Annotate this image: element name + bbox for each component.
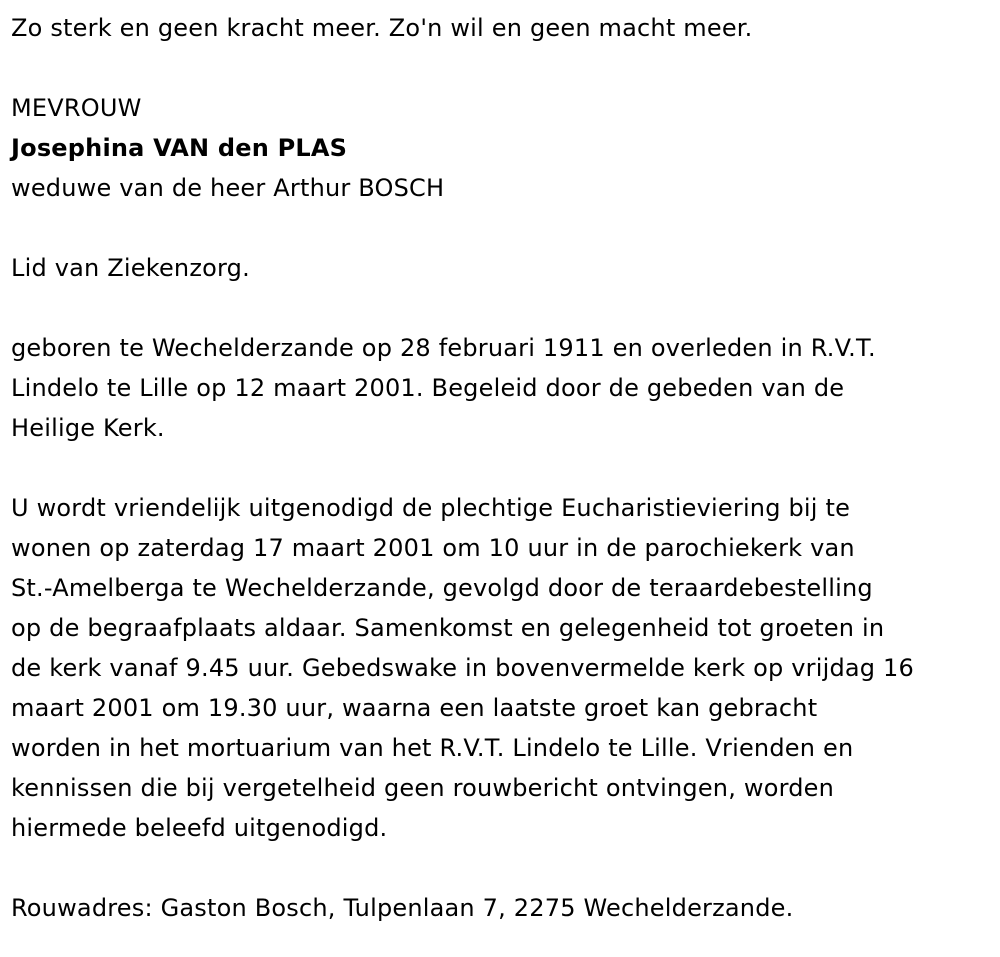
paragraph-line: maart 2001 om 19.30 uur, waarna een laatste groet kan gebracht — [11, 694, 818, 722]
paragraph-line: kennissen die bij vergetelheid geen rouwbericht ontvingen, worden — [11, 774, 835, 802]
paragraph-line: geboren te Wechelderzande op 28 februari 1911 en overleden in R.V.T. — [11, 334, 876, 362]
funeral-notice — [11, 8, 991, 928]
paragraph-line: op de begraafplaats aldaar. Samenkomst en gelegenheid tot groeten in — [11, 614, 885, 642]
spacer — [11, 208, 991, 248]
honorific-title: MEVROUW — [11, 94, 142, 122]
paragraph-line: U wordt vriendelijk uitgenodigd de plechtige Eucharistieviering bij te — [11, 494, 851, 522]
paragraph-line: hiermede beleefd uitgenodigd. — [11, 814, 388, 842]
paragraph-line: wonen op zaterdag 17 maart 2001 om 10 uur in de parochiekerk van — [11, 534, 855, 562]
mourning-address: Rouwadres: Gaston Bosch, Tulpenlaan 7, 2275 Wechelderzande. — [11, 894, 794, 922]
deceased-name: Josephina VAN den PLAS — [11, 134, 348, 162]
relation-line: weduwe van de heer Arthur BOSCH — [11, 174, 445, 202]
invitation-paragraph — [11, 488, 991, 848]
spacer — [11, 448, 991, 488]
birth-death-paragraph — [11, 328, 991, 448]
membership-line: Lid van Ziekenzorg. — [11, 254, 250, 282]
paragraph-line: Lindelo te Lille op 12 maart 2001. Begeleid door de gebeden van de — [11, 374, 845, 402]
spacer — [11, 288, 991, 328]
opening-quote: Zo sterk en geen kracht meer. Zo'n wil en geen macht meer. — [11, 14, 753, 42]
paragraph-line: worden in het mortuarium van het R.V.T. Lindelo te Lille. Vrienden en — [11, 734, 854, 762]
paragraph-line: Heilige Kerk. — [11, 414, 165, 442]
spacer — [11, 848, 991, 888]
paragraph-line: de kerk vanaf 9.45 uur. Gebedswake in bovenvermelde kerk op vrijdag 16 — [11, 654, 914, 682]
spacer — [11, 48, 991, 88]
paragraph-line: St.-Amelberga te Wechelderzande, gevolgd door de teraardebestelling — [11, 574, 873, 602]
